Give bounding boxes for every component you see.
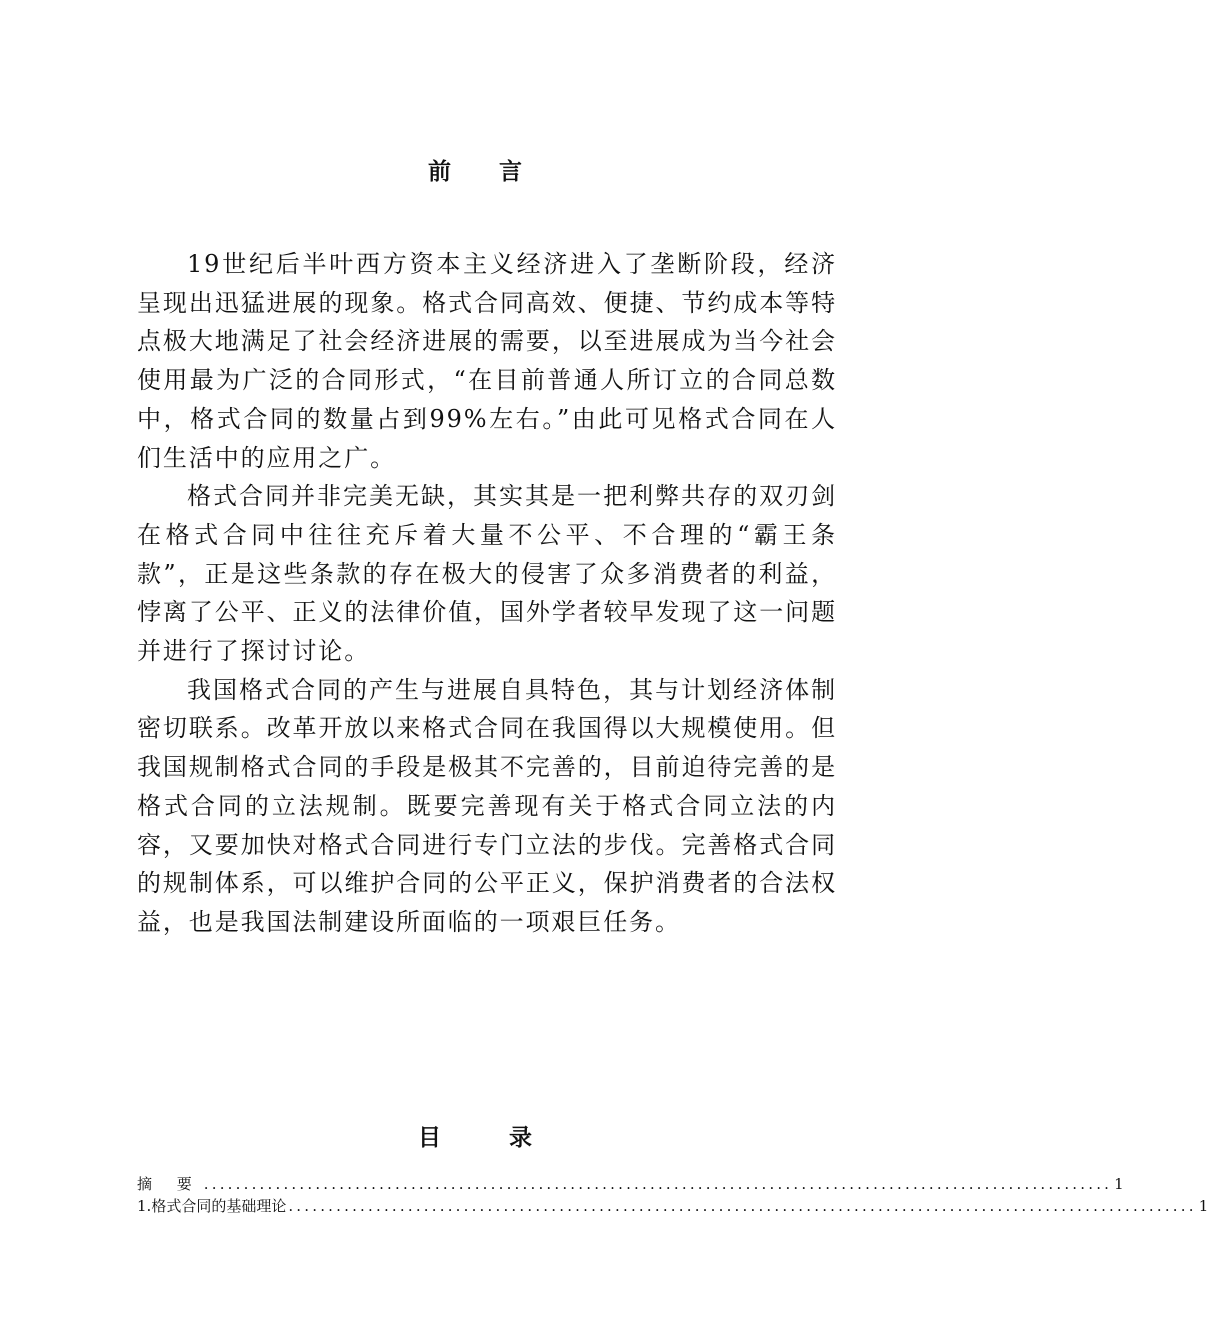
preface-body — [137, 245, 837, 942]
toc-entry-page: 1 — [1114, 1175, 1124, 1193]
toc-entry-label: 格式合同的基础理论 — [151, 1197, 287, 1215]
toc-entry-page: 1 — [1198, 1197, 1208, 1215]
toc-leader-dots: .................................................................................................................. — [288, 1197, 1197, 1215]
preface-paragraph-3: 我国格式合同的产生与进展自具特色，其与计划经济体制密切联系。改革开放以来格式合同在我国得以大规模使用。但我国规制格式合同的手段是极其不完善的，目前迫待完善的是格式合同的立法规制。既要完善现有关于格式合同立法的内容，又要加快对格式合同进行专门立法的步伐。完善格式合同的规制体系，可以维护合同的公平正义，保护消费者的合法权益，也是我国法制建设所面临的一项艰巨任务。 — [137, 675, 837, 936]
toc-entry-number: 1. — [137, 1197, 152, 1215]
toc-entry-chapter-1[interactable] — [137, 1195, 1208, 1217]
toc-entry-label: 摘 要 — [137, 1175, 202, 1193]
preface-paragraph-2: 格式合同并非完美无缺，其实其是一把利弊共存的双刃剑在格式合同中往往充斥着大量不公平、不合理的“霸王条款”，正是这些条款的存在极大的侵害了众多消费者的利益，悖离了公平、正义的法律价值，国外学者较早发现了这一问题并进行了探讨讨论。 — [137, 482, 837, 666]
toc-title: 目 录 — [417, 1125, 562, 1151]
preface-paragraph-1: 19世纪后半叶西方资本主义经济进入了垄断阶段，经济呈现出迅猛进展的现象。格式合同高效、便捷、节约成本等特点极大地满足了社会经济进展的需要，以至进展成为当今社会使用最为广泛的合同形式，“在目前普通人所订立的合同总数中，格式合同的数量占到99%左右。”由此可见格式合同在人们生活中的应用之广。 — [137, 250, 837, 472]
preface-title: 前 言 — [427, 159, 542, 185]
toc-entry-abstract[interactable] — [137, 1173, 1124, 1195]
toc-leader-dots: .................................................................................................................. — [203, 1175, 1113, 1193]
table-of-contents — [137, 1173, 1208, 1217]
